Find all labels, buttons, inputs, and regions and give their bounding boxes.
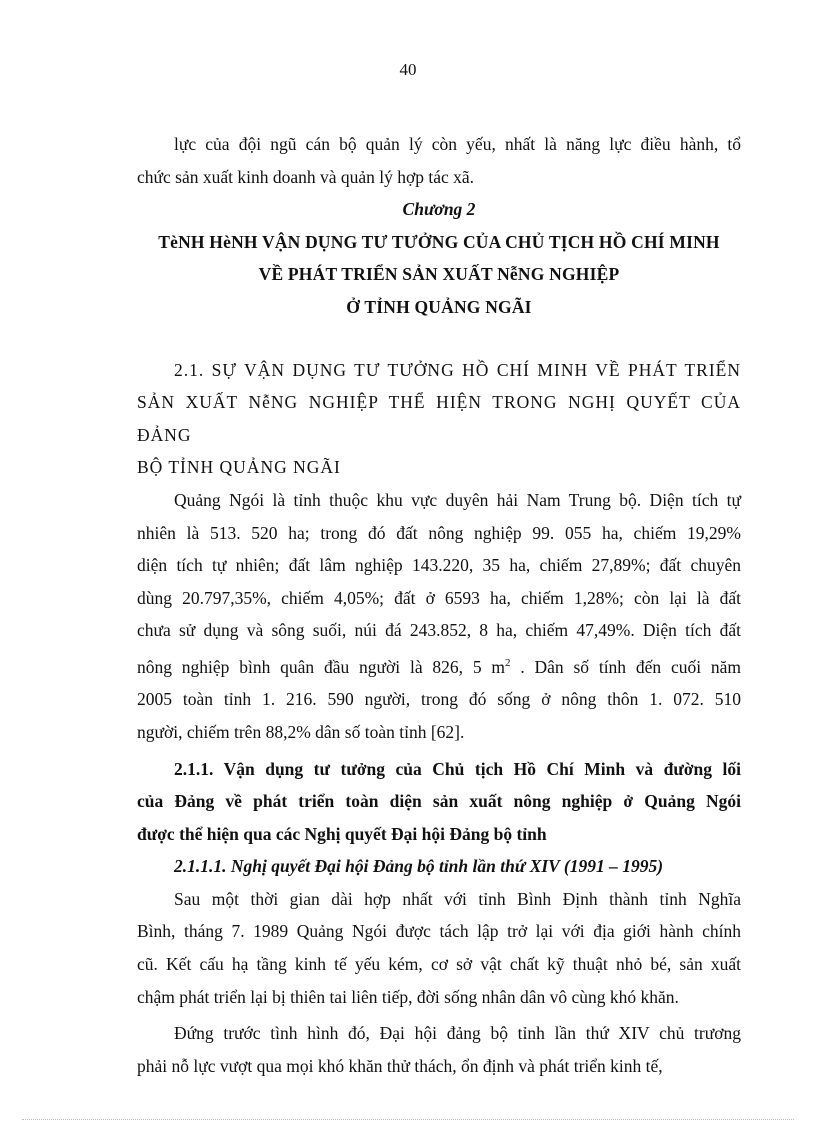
chapter-title-line: Ở TỈNH QUẢNG NGÃI [346,296,532,317]
paragraph-line: Sau một thời gian dài hợp nhất với tỉnh Bình Định thành tỉnh Nghĩa [174,888,741,909]
subsection-heading-line: 2.1.1. Vận dụng tư tưởng của Chủ tịch Hồ Chí Minh và đường lối [174,758,741,779]
chapter-heading: Chương 2 [402,199,476,220]
paragraph-line: phải nỗ lực vượt qua mọi khó khăn thử thách, ổn định và phát triển kinh tế, [137,1055,663,1076]
paragraph-line: Bình, tháng 7. 1989 Quảng Ngói được tách lập trở lại với địa giới hành chính [137,921,741,942]
page-number: 40 [399,60,417,79]
chapter-title-line: TèNH HèNH VẬN DỤNG TƯ TƯỞNG CỦA CHỦ TỊCH HỒ CHÍ MINH [158,231,720,252]
paragraph-line: 2005 toàn tỉnh 1. 216. 590 người, trong đó sống ở nông thôn 1. 072. 510 [137,689,741,710]
paragraph-line: lực của đội ngũ cán bộ quản lý còn yếu, nhất là năng lực điều hành, tổ [174,134,741,154]
paragraph-line [137,647,741,683]
paragraph-line: chức sản xuất kinh doanh và quản lý hợp tác xã. [137,166,475,187]
paragraph-text: nông nghiệp bình quân đầu người là 826, 5 m [137,656,506,677]
paragraph-line: chậm phát triển lại bị thiên tai liên tiếp, đời sống nhân dân vô cùng khó khăn. [137,986,679,1007]
paragraph-line: Quảng Ngói là tỉnh thuộc khu vực duyên hải Nam Trung bộ. Diện tích tự [174,489,741,510]
superscript: 2 [505,656,511,669]
paragraph-line: chưa sử dụng và sông suối, núi đá 243.852, 8 ha, chiếm 47,49%. Diện tích đất [137,620,741,641]
document-body [137,128,741,1082]
sub-subsection-heading: 2.1.1.1. Nghị quyết Đại hội Đảng bộ tỉnh lần thứ XIV (1991 – 1995) [174,856,664,877]
spacer [137,324,741,354]
section-heading-line: BỘ TỈNH QUẢNG NGÃI [137,457,341,478]
section-heading-line: SẢN XUẤT NễNG NGHIỆP THỂ HIỆN TRONG NGHỊ QUYẾT CỦA ĐẢNG [137,392,741,445]
subsection-heading-line: của Đảng về phát triển toàn diện sản xuất nông nghiệp ở Quảng Ngói [137,791,741,812]
subsection-heading-line: được thể hiện qua các Nghị quyết Đại hội Đảng bộ tỉnh [137,823,547,844]
paragraph-line: nhiên là 513. 520 ha; trong đó đất nông nghiệp 99. 055 ha, chiếm 19,29% [137,522,741,543]
paragraph-line: dùng 20.797,35%, chiếm 4,05%; đất ở 6593 ha, chiếm 1,28%; còn lại là đất [137,587,741,608]
section-heading-line: 2.1. SỰ VẬN DỤNG TƯ TƯỞNG HỒ CHÍ MINH VỀ PHÁT TRIỂN [174,359,741,380]
page-bottom-border [22,1119,794,1120]
paragraph-line: cũ. Kết cấu hạ tầng kinh tế yếu kém, cơ sở vật chất kỹ thuật nhỏ bé, sản xuất [137,954,741,975]
paragraph-line: Đứng trước tình hình đó, Đại hội đảng bộ tỉnh lần thứ XIV chủ trương [174,1023,741,1044]
paragraph-line: diện tích tự nhiên; đất lâm nghiệp 143.220, 35 ha, chiếm 27,89%; đất chuyên [137,555,741,576]
paragraph-line: người, chiếm trên 88,2% dân số toàn tỉnh [62]. [137,721,465,742]
paragraph-text: . Dân số tính đến cuối năm [510,656,742,677]
chapter-title-line: VỀ PHÁT TRIỂN SẢN XUẤT NễNG NGHIỆP [258,264,620,285]
